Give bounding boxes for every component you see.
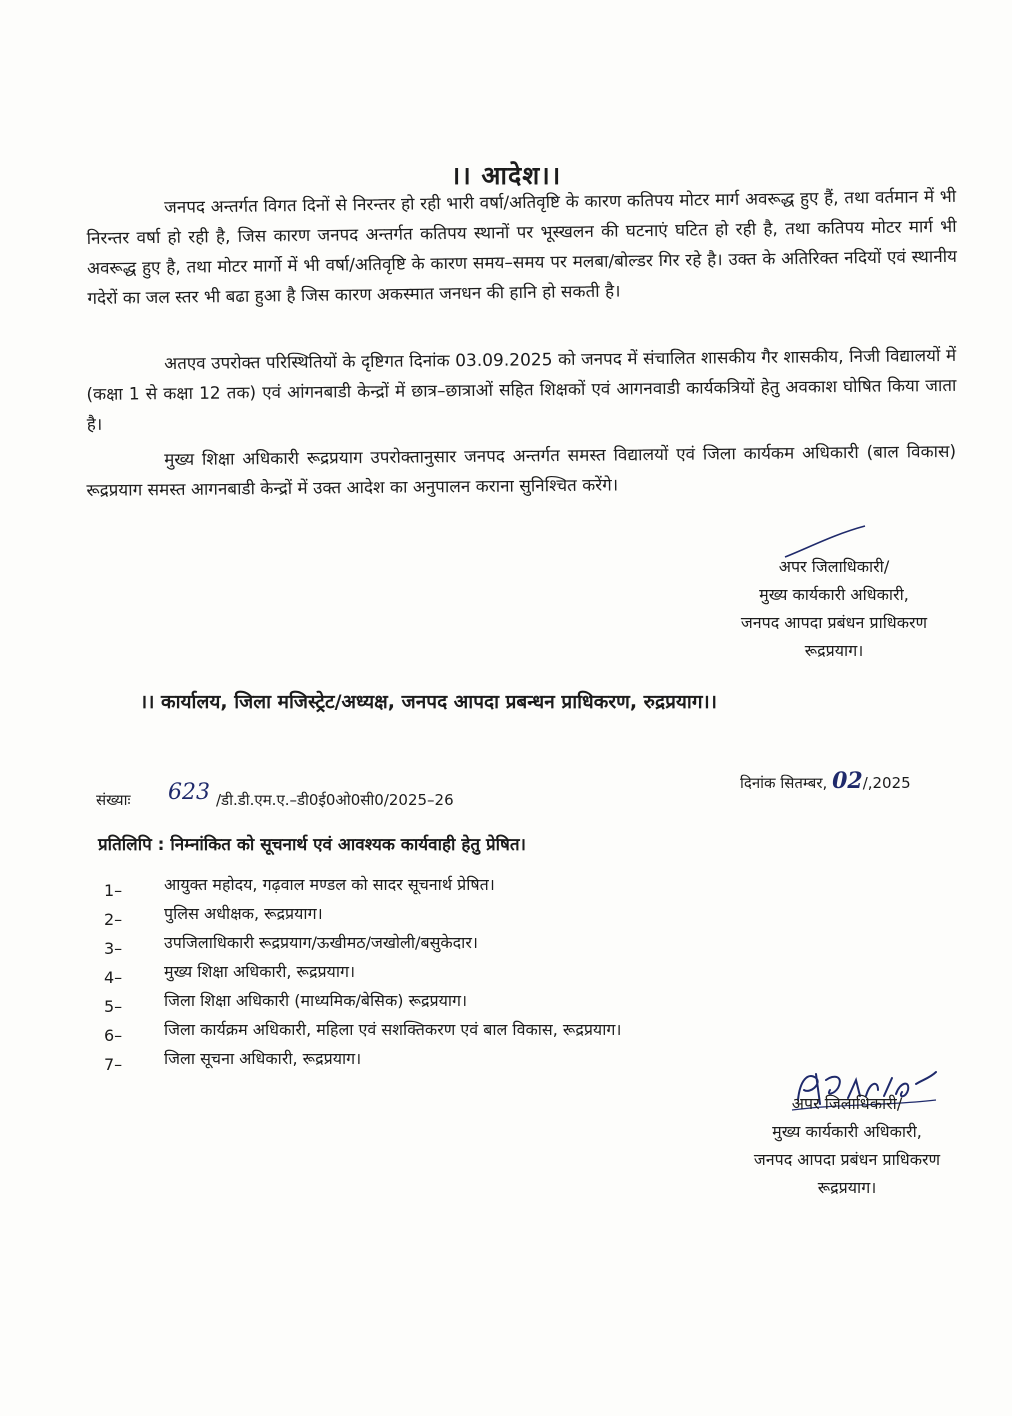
- list-item: [98, 959, 978, 988]
- list-item-text: जिला शिक्षा अधिकारी (माध्यमिक/बेसिक) रूद्रप्रयाग।: [164, 991, 468, 1010]
- list-item-number: 1–: [104, 881, 123, 900]
- reference-label: संख्याः: [96, 791, 131, 809]
- date-handwritten-day: 02: [832, 768, 863, 794]
- signature-1-place: रूद्रप्रयाग।: [804, 641, 864, 660]
- paragraph-2: अतएव उपरोक्त परिस्थितियों के दृष्टिगत दिनांक 03.09.2025 को जनपद में संचालित शासकीय गैर शासकीय, निजी विद्यालयों में (कक्षा 1 से कक्षा 12 तक) एवं आंगनबाडी केन्द्रों में छात्र–छात्राओं सहित शिक्षकों एवं आगनवाडी कार्यकत्रियों हेतु अवकाश घोषित किया जाता है।: [86, 345, 957, 435]
- list-item-text: जिला सूचना अधिकारी, रूद्रप्रयाग।: [164, 1049, 362, 1068]
- list-item: [98, 930, 978, 959]
- list-item: [98, 1017, 978, 1046]
- reference-code: /डी.डी.एम.ए.–डी0ई0ओ0सी0/2025–26: [216, 791, 454, 809]
- paragraph-1: जनपद अन्तर्गत विगत दिनों से निरन्तर हो रही भारी वर्षा/अतिवृष्टि के कारण कतिपय मोटर मार्ग अवरूद्ध हुए हैं, तथा वर्तमान में भी निरन्तर वर्षा हो रही है, जिस कारण जनपद अन्तर्गत कतिपय स्थानों पर भूस्खलन की घटनाएं घटित हो रही है, तथा कतिपय मोटर मार्ग भी अवरूद्ध हुए है, तथा मोटर मार्गो में भी वर्षा/अतिवृष्टि के कारण समय–समय पर मलबा/बोल्डर गिर रहे है। उक्त के अतिरिक्त नदियों एवं स्थानीय गदेरों का जल स्तर भी बढा हुआ है जिस कारण अकस्मात जनधन की हानि हो सकती है।: [86, 186, 958, 309]
- reference-handwritten-number: 623: [168, 780, 210, 805]
- paragraph-3: मुख्य शिक्षा अधिकारी रूद्रप्रयाग उपरोक्तानुसार जनपद अन्तर्गत समस्त विद्यालयों एवं जिला कार्यकम अधिकारी (बाल विकास) रूद्रप्रयाग समस्त आगनबाडी केन्द्रों में उक्त आदेश का अनुपालन कराना सुनिश्चित करेंगे।: [86, 441, 957, 501]
- signature-2-officer: मुख्य कार्यकारी अधिकारी,: [772, 1122, 922, 1141]
- signature-1-authority: जनपद आपदा प्रबंधन प्राधिकरण: [740, 613, 928, 632]
- copy-heading: प्रतिलिपि : निम्नांकित को सूचनार्थ एवं आवश्यक कार्यवाही हेतु प्रेषित।: [98, 835, 526, 855]
- list-item: [98, 872, 978, 901]
- list-item-text: पुलिस अधीक्षक, रूद्रप्रयाग।: [164, 904, 323, 923]
- list-item-text: उपजिलाधिकारी रूद्रप्रयाग/ऊखीमठ/जखोली/बसुकेदार।: [164, 933, 478, 952]
- list-item-number: 2–: [104, 910, 123, 929]
- signature-2-authority: जनपद आपदा प्रबंधन प्राधिकरण: [753, 1150, 941, 1169]
- office-line: ।। कार्यालय, जिला मजिस्ट्रेट/अध्यक्ष, जनपद आपदा प्रबन्धन प्राधिकरण, रुद्रप्रयाग।।: [140, 691, 717, 713]
- signature-1-designation: अपर जिलाधिकारी/: [778, 557, 890, 576]
- date-suffix: /,2025: [862, 774, 911, 792]
- signature-2-place: रूद्रप्रयाग।: [817, 1178, 877, 1197]
- list-item-number: 6–: [104, 1026, 123, 1045]
- date-prefix: दिनांक सितम्बर,: [740, 774, 828, 792]
- signature-2-designation: अपर जिलाधिकारी/: [791, 1094, 903, 1113]
- signature-block-2: [712, 1090, 982, 1202]
- list-item-text: आयुक्त महोदय, गढ़वाल मण्डल को सादर सूचनार्थ प्रेषित।: [164, 875, 495, 894]
- signature-block-1: [700, 553, 968, 665]
- copy-list: [98, 872, 978, 1075]
- list-item: [98, 901, 978, 930]
- signature-1-officer: मुख्य कार्यकारी अधिकारी,: [759, 585, 909, 604]
- list-item: [98, 988, 978, 1017]
- list-item-number: 5–: [104, 997, 123, 1016]
- date-row: [740, 768, 911, 794]
- list-item-text: जिला कार्यक्रम अधिकारी, महिला एवं सशक्तिकरण एवं बाल विकास, रूद्रप्रयाग।: [164, 1020, 622, 1039]
- list-item-number: 4–: [104, 968, 123, 987]
- list-item-number: 7–: [104, 1055, 123, 1074]
- order-title: ।। आदेश।।: [450, 161, 562, 190]
- list-item-number: 3–: [104, 939, 123, 958]
- list-item-text: मुख्य शिक्षा अधिकारी, रूद्रप्रयाग।: [164, 962, 356, 981]
